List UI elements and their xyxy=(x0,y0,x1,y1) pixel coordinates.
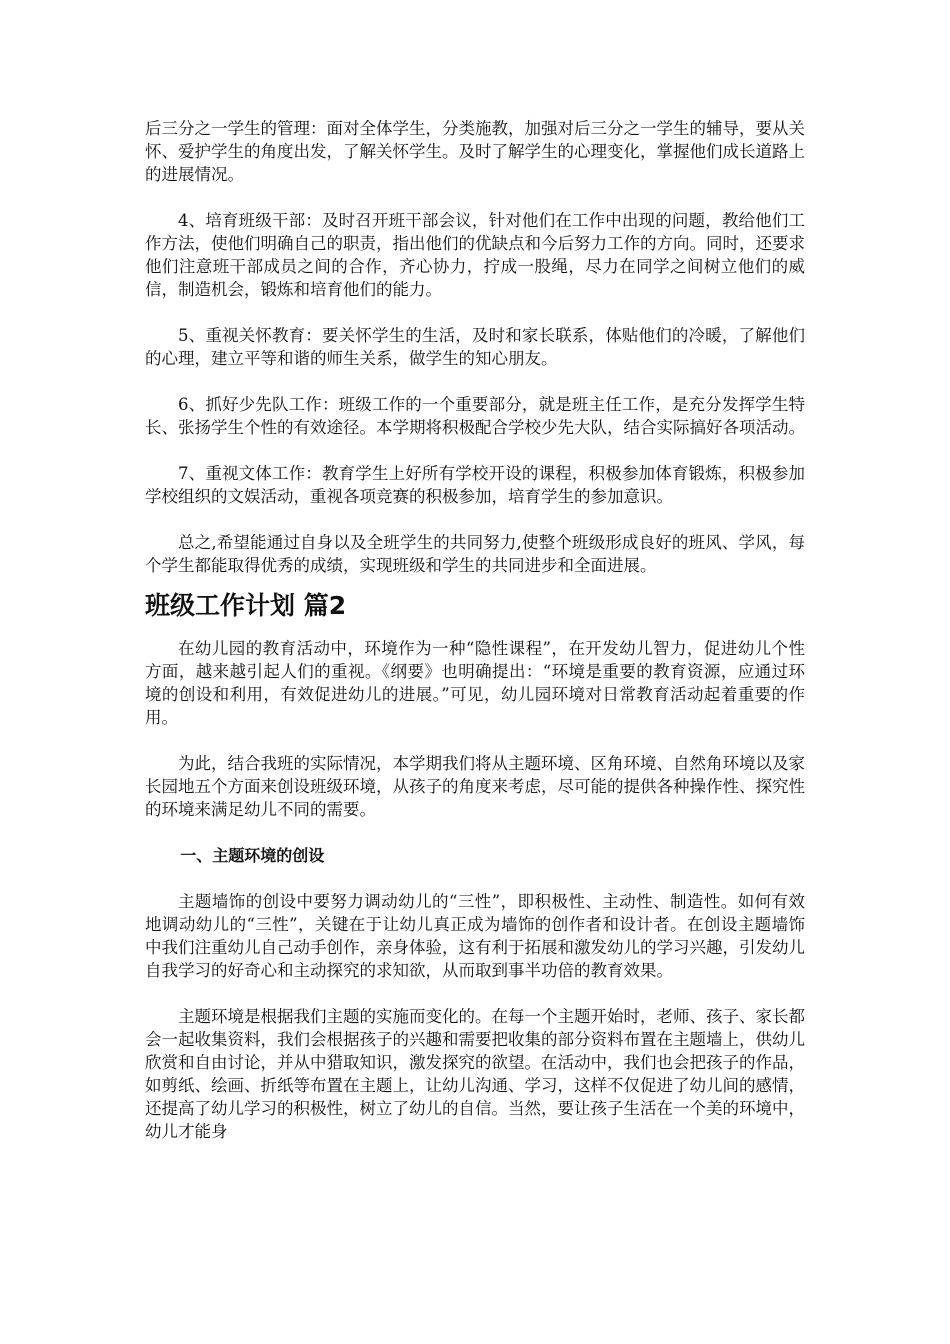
paragraph-spacer xyxy=(145,508,805,531)
item-4-paragraph: 4、培育班级干部：及时召开班干部会议，针对他们在工作中出现的问题，教给他们工作方法，使他们明确自己的职责，指出他们的优缺点和今后努力工作的方向。同时，还要求他们注意班干部成员之间的合作，齐心协力，拧成一股绳，尽力在同学之间树立他们的威信，制造机会，锻炼和培育他们的能力。 xyxy=(145,211,805,299)
section-paragraph-1: 在幼儿园的教育活动中，环境作为一种“隐性课程”，在开发幼儿智力，促进幼儿个性方面，越来越引起人们的重视。《纲要》也明确提出：“环境是重要的教育资源，应通过环境的创设和利用，有效促进幼儿的进展。”可见，幼儿园环境对日常教育活动起着重要的作用。 xyxy=(145,639,805,727)
item-5-paragraph: 5、重视关怀教育：要关怀学生的生活，及时和家长联系，体贴他们的冷暖，了解他们的心理，建立平等和谐的师生关系，做学生的知心朋友。 xyxy=(145,326,805,368)
subheading-theme-environment: 一、主题环境的创设 xyxy=(180,846,325,865)
paragraph-spacer xyxy=(145,186,805,209)
paragraph-spacer xyxy=(145,729,805,752)
item-6-paragraph: 6、抓好少先队工作：班级工作的一个重要部分，就是班主任工作，是充分发挥学生特长、张扬学生个性的有效途径。本学期将积极配合学校少先大队，结合实际搞好各项活动。 xyxy=(145,395,805,437)
item-7-paragraph: 7、重视文体工作：教育学生上好所有学校开设的课程，积极参加体育锻炼，积极参加学校组织的文娱活动，重视各项竞赛的积极参加，培育学生的参加意识。 xyxy=(145,464,805,506)
subsection-paragraph-2: 主题环境是根据我们主题的实施而变化的。在每一个主题开始时，老师、孩子、家长都会一起收集资料，我们会根据孩子的兴趣和需要把收集的部分资料布置在主题墙上，供幼儿欣赏和自由讨论，并从中猎取知识，激发探究的欲望。在活动中，我们也会把孩子的作品，如剪纸、绘画、折纸等布置在主题上，让幼儿沟通、学习，这样不仅促进了幼儿间的感情，还提高了幼儿学习的积极性，树立了幼儿的自信。当然，要让孩子生活在一个美的环境中，幼儿才能身 xyxy=(145,1007,805,1141)
paragraph-spacer xyxy=(145,370,805,393)
subsection-paragraph-1: 主题墙饰的创设中要努力调动幼儿的“三性”，即积极性、主动性、制造性。如何有效地调动幼儿的“三性”，关键在于让幼儿真正成为墙饰的创作者和设计者。在创设主题墙饰中我们注重幼儿自己动手创作，亲身体验，这有利于拓展和激发幼儿的学习兴趣，引发幼儿自我学习的好奇心和主动探究的求知欲，从而取到事半功倍的教育效果。 xyxy=(145,892,805,980)
paragraph-spacer xyxy=(145,867,805,890)
paragraph-spacer xyxy=(145,439,805,462)
paragraph-spacer xyxy=(145,821,805,844)
paragraph-spacer xyxy=(145,301,805,324)
section-title: 班级工作计划 篇2 xyxy=(145,591,347,620)
section-paragraph-2: 为此，结合我班的实际情况，本学期我们将从主题环境、区角环境、自然角环境以及家长园地五个方面来创设班级环境，从孩子的角度来考虑，尽可能的提供各种操作性、探究性的环境来满足幼儿不同的需要。 xyxy=(145,754,805,819)
document-body xyxy=(145,117,805,1143)
conclusion-paragraph: 总之,希望能通过自身以及全班学生的共同努力,使整个班级形成良好的班风、学风，每个学生都能取得优秀的成绩，实现班级和学生的共同进步和全面进展。 xyxy=(145,533,805,575)
paragraph-spacer xyxy=(145,982,805,1005)
intro-paragraph: 后三分之一学生的管理：面对全体学生，分类施教，加强对后三分之一学生的辅导，要从关怀、爱护学生的角度出发，了解关怀学生。及时了解学生的心理变化，掌握他们成长道路上的进展情况。 xyxy=(145,119,805,184)
